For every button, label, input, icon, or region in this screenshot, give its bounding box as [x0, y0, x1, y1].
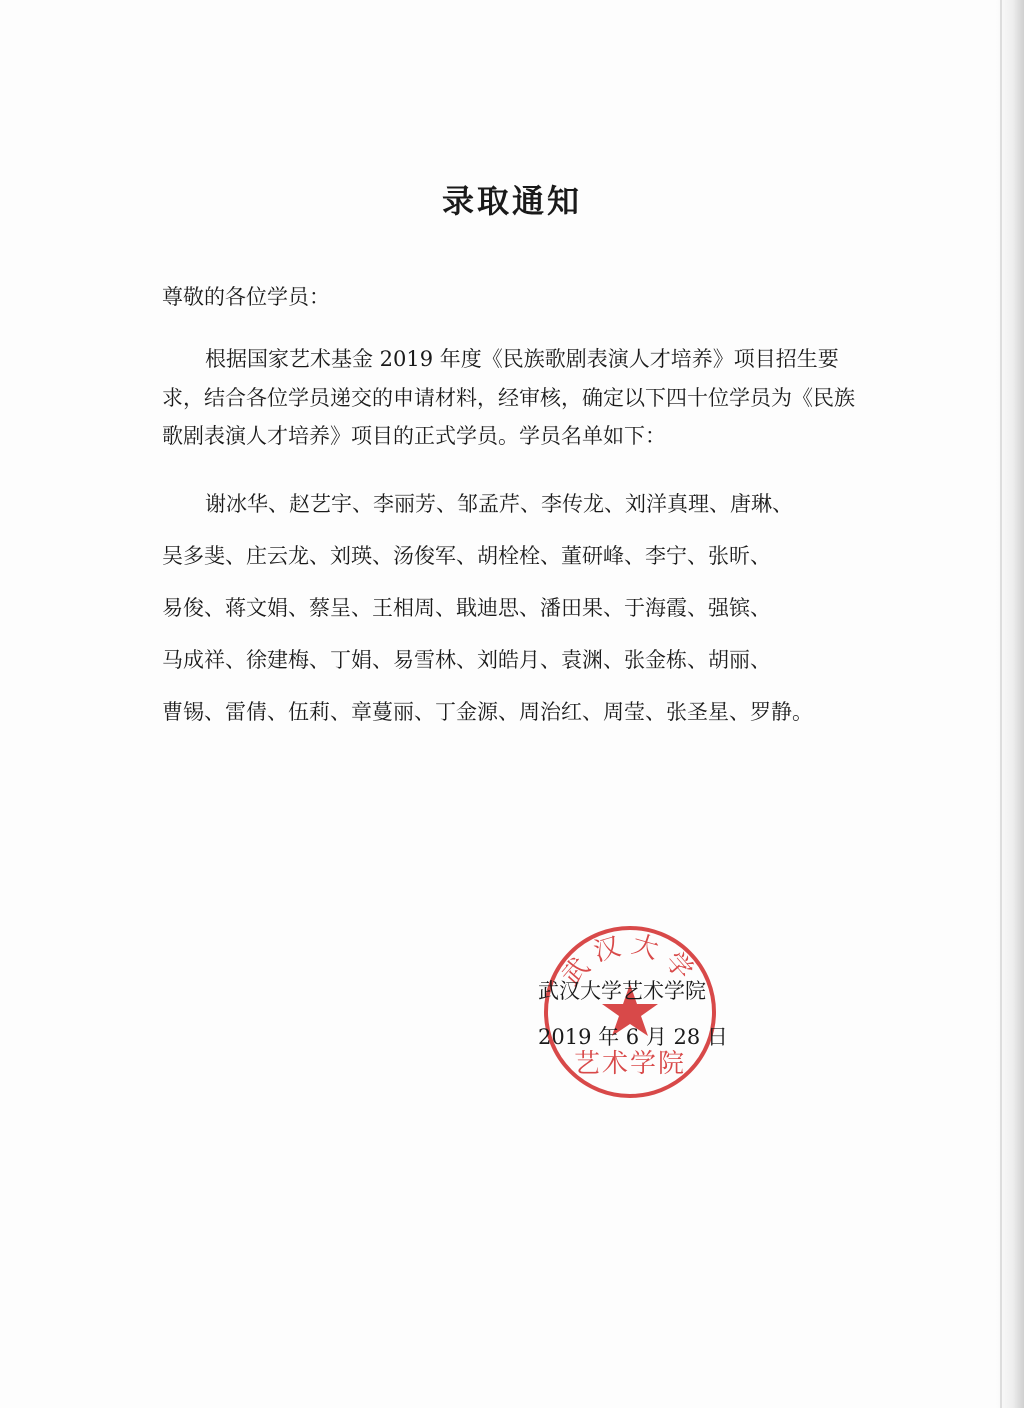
seal-bottom-text: 艺术学院: [573, 1049, 687, 1079]
name-line: 吴多斐、庄云龙、刘瑛、汤俊军、胡栓栓、董研峰、李宁、张昕、: [162, 543, 771, 568]
main-paragraph: 根据国家艺术基金 2019 年度《民族歌剧表演人才培养》项目招生要求，结合各位学员递交的申请材料，经审核，确定以下四十位学员为《民族歌剧表演人才培养》项目的正式学员。学员名单如下：: [162, 347, 855, 448]
signature-organization: 武汉大学艺术学院: [538, 979, 706, 1003]
signature-block: [538, 968, 728, 1060]
seal-top-text: 武汉大学: [556, 929, 704, 992]
signature-date: 2019 年 6 月 28 日: [538, 1025, 728, 1049]
student-name-list: [162, 478, 862, 738]
document-body: [162, 284, 862, 738]
salutation: 尊敬的各位学员：: [162, 285, 330, 309]
name-line: 谢冰华、赵艺宇、李丽芳、邹孟芹、李传龙、刘洋真理、唐琳、: [205, 491, 793, 516]
name-line: 马成祥、徐建梅、丁娟、易雪林、刘皓月、袁渊、张金栋、胡丽、: [162, 647, 771, 672]
name-line: 易俊、蒋文娟、蔡呈、王相周、戢迪思、潘田果、于海霞、强镔、: [162, 595, 771, 620]
document-title: 录取通知: [441, 182, 582, 220]
name-line: 曹锡、雷倩、伍莉、章蔓丽、丁金源、周治红、周莹、张圣星、罗静。: [162, 699, 813, 724]
